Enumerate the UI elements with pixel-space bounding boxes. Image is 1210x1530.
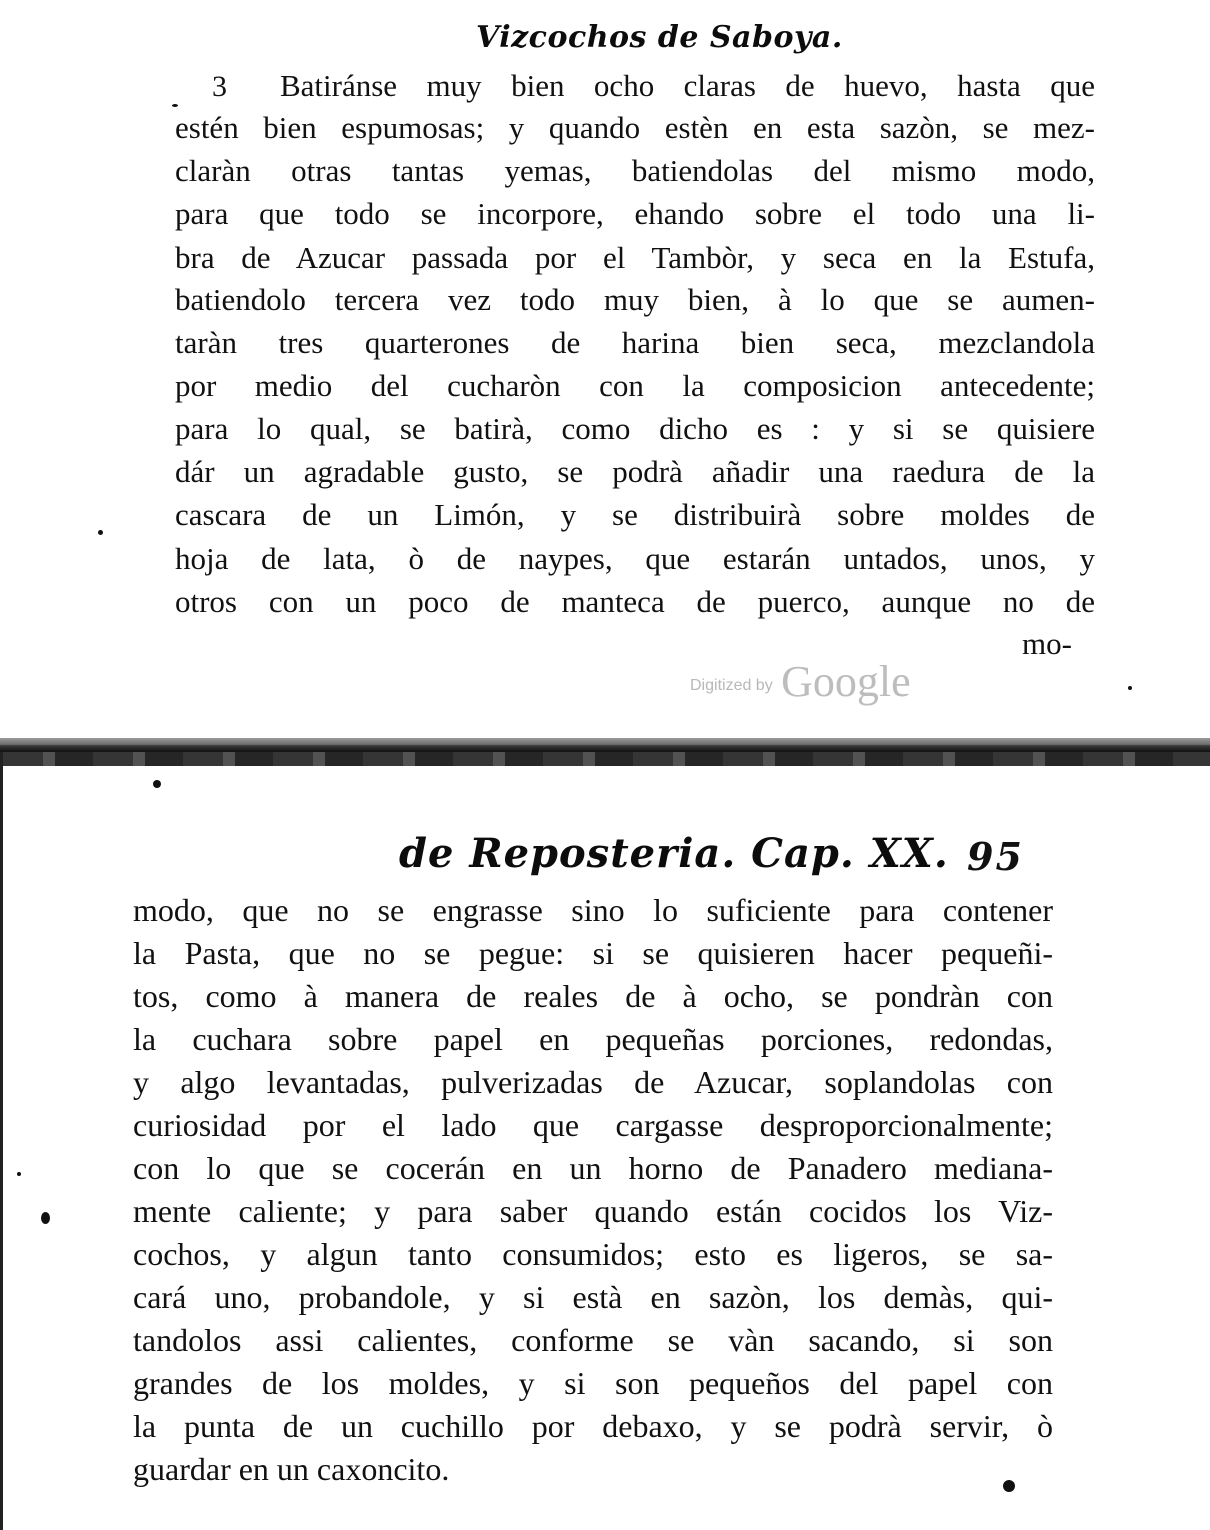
text-line: y algo levantadas, pulverizadas de Azucar, soplandolas con [133,1064,1053,1100]
text-line: dár un agradable gusto, se podrà añadir una raedura de la [175,454,1095,489]
text-line: cascara de un Limón, y se distribuirà sobre moldes de [175,497,1095,532]
bottom-page [0,752,1210,1530]
paragraph-number: 3 [212,70,227,103]
google-logo: Google [781,657,911,706]
digitized-watermark [690,656,911,707]
text-line: curiosidad por el lado que cargasse desproporcionalmente; [133,1107,1053,1143]
text-line: Batiránse muy bien ocho claras de huevo, hasta que [280,68,1095,103]
text-line: tos, como à manera de reales de à ocho, se pondràn con [133,978,1053,1014]
running-head-bottom: de Reposteria. Cap. XX. [399,830,949,877]
text-line: hoja de lata, ò de naypes, que estarán untados, unos, y [175,541,1095,576]
ink-speck [17,1172,21,1176]
catchword: mo- [1022,626,1072,661]
page-edge-shadow [3,752,1210,766]
text-line: para lo qual, se batirà, como dicho es : y si se quisiere [175,411,1095,446]
text-line: taràn tres quarterones de harina bien seca, mezclandola [175,325,1095,360]
page-number: 95 [967,834,1024,879]
text-line: claràn otras tantas yemas, batiendolas del mismo modo, [175,153,1095,188]
text-line: por medio del cucharòn con la composicion antecedente; [175,368,1095,403]
text-line: bra de Azucar passada por el Tambòr, y seca en la Estufa, [175,240,1095,275]
ink-speck [172,104,178,107]
ink-speck [1128,686,1132,690]
text-line: la cuchara sobre papel en pequeñas porciones, redondas, [133,1021,1053,1057]
text-line-last: guardar en un caxoncito. [133,1451,450,1487]
text-line: cochos, y algun tanto consumidos; esto es ligeros, se sa- [133,1236,1053,1272]
top-page [0,0,1210,738]
text-line: mente caliente; y para saber quando están cocidos los Viz- [133,1193,1053,1229]
text-line: grandes de los moldes, y si son pequeños del papel con [133,1365,1053,1401]
text-line: otros con un poco de manteca de puerco, aunque no de [175,584,1095,619]
text-line: tandolos assi calientes, conforme se vàn sacando, si son [133,1322,1053,1358]
ink-speck [98,530,103,535]
text-line: la punta de un cuchillo por debaxo, y se podrà servir, ò [133,1408,1053,1444]
text-line: con lo que se cocerán en un horno de Panadero mediana- [133,1150,1053,1186]
text-line: para que todo se incorpore, ehando sobre el todo una li- [175,196,1095,231]
page-divider [0,738,1210,752]
text-line: la Pasta, que no se pegue: si se quisieren hacer pequeñi- [133,935,1053,971]
running-head-top: Vizcochos de Saboya. [476,20,843,55]
ink-speck [1003,1480,1015,1492]
text-line: batiendolo tercera vez todo muy bien, à lo que se aumen- [175,282,1095,317]
text-line: cará uno, probandole, y si està en sazòn, los demàs, qui- [133,1279,1053,1315]
ink-speck [41,1212,50,1224]
text-line: estén bien espumosas; y quando estèn en esta sazòn, se mez- [175,110,1095,145]
ink-speck [153,780,161,788]
watermark-prefix: Digitized by [690,677,773,694]
text-line: modo, que no se engrasse sino lo suficiente para contener [133,892,1053,928]
